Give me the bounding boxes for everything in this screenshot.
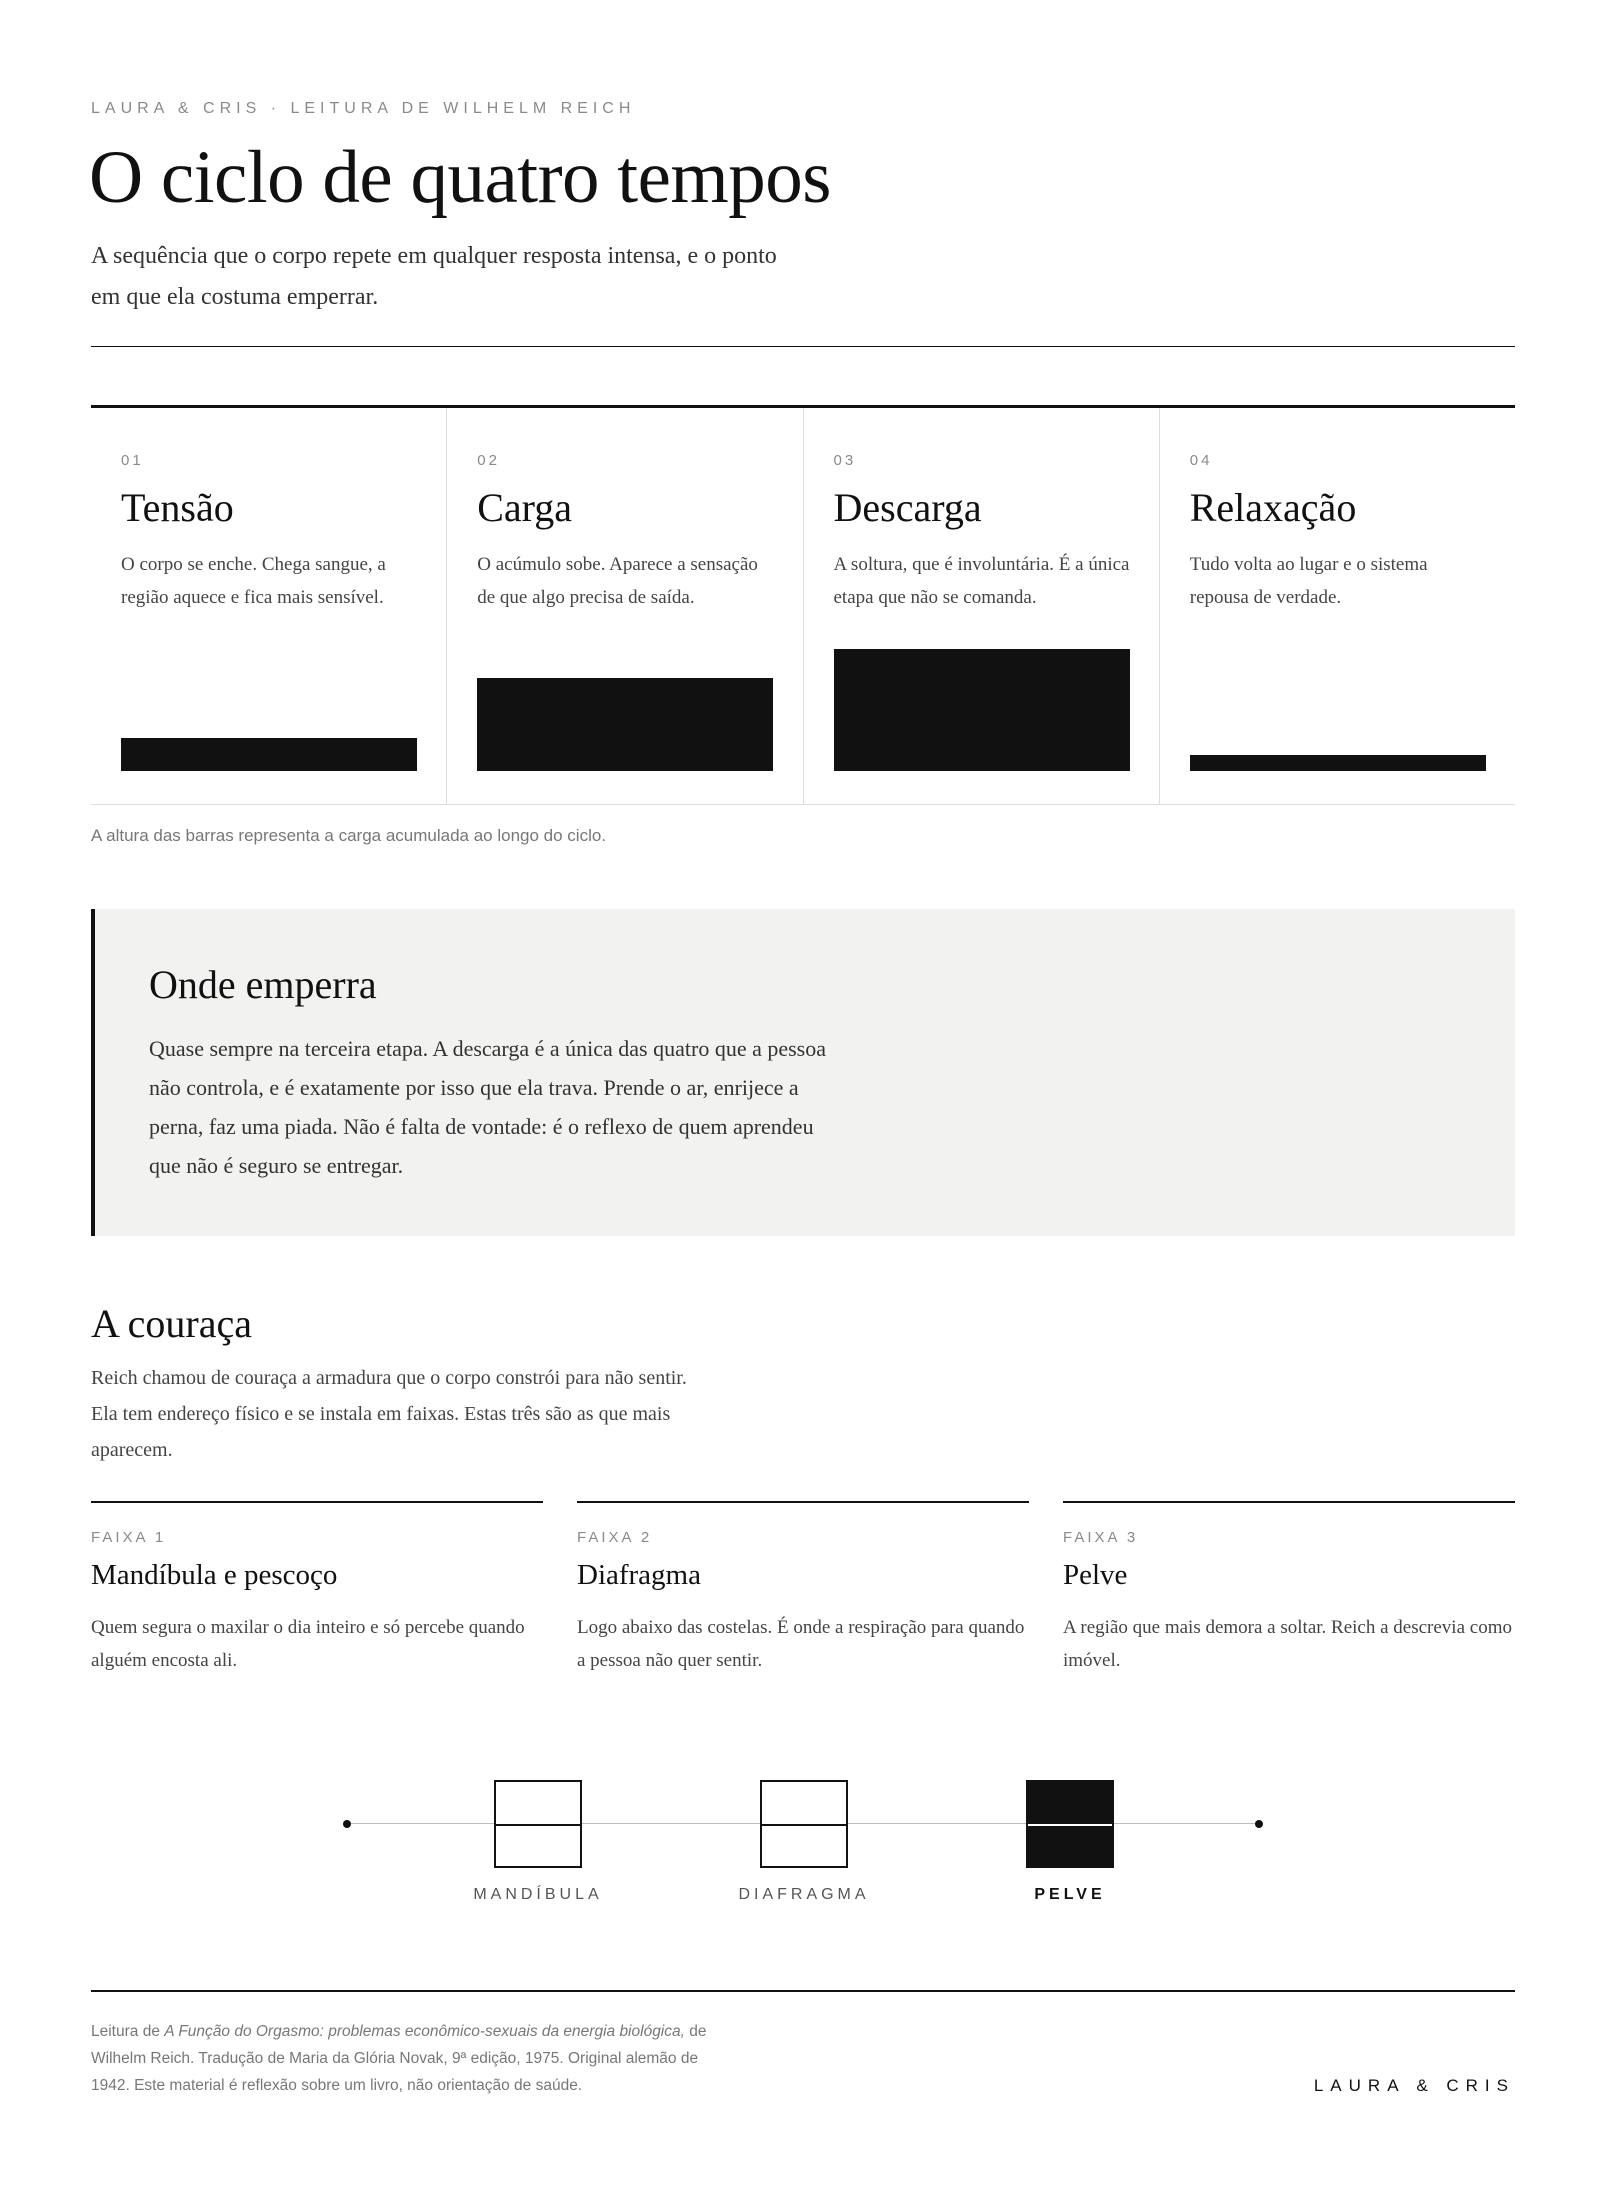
callout-body: Quase sempre na terceira etapa. A descarga é a única das quatro que a pessoa não controla, e é exatamente por isso que ela trava. Prende o ar, enrijece a perna, faz uma piada. Não é falta de vontade: é o reflexo de quem aprendeu que não é seguro se entregar. [149,1036,827,1178]
section-intro: Reich chamou de couraça a armadura que o corpo constrói para não sentir. Ela tem endereço físico e se instala em faixas. Estas três são as que mais aparecem. [91,1367,687,1461]
band-description: A região que mais demora a soltar. Reich a descrevia como imóvel. [1063,1617,1512,1671]
band-card-pelvis [1063,1501,1515,1681]
diagram-box-jaw [494,1780,582,1868]
stage-name: Descarga [833,485,982,530]
diagram-start-dot [343,1820,351,1828]
armor-bands [91,1501,1515,1681]
stage-card-charge [447,408,803,804]
footer-brand: LAURA & CRIS [1313,2076,1515,2095]
stage-name: Relaxação [1189,485,1357,530]
stage-number: 04 [1189,452,1213,469]
stage-number: 02 [477,452,500,469]
footer-rest: de Wilhelm Reich. Tradução de Maria da Glória Novak, 9ª edição, 1975. Original alemão de 1942. Este material é reflexão sobre um livro, não orientação de saúde. [91,2023,707,2094]
footer-prefix: Leitura de [91,2023,165,2040]
footer-divider [91,1990,1515,1992]
callout-title: Onde emperra [149,962,377,1007]
stage-name: Tensão [121,485,234,530]
callout-box [91,909,1515,1236]
stage-description: A soltura, que é involuntária. É a única etapa que não se comanda. [833,554,1130,608]
band-name: Diafragma [577,1559,701,1591]
header-kicker: LAURA & CRIS · LEITURA DE WILHELM REICH [91,100,636,117]
band-name: Pelve [1063,1559,1128,1591]
band-card-jaw [91,1501,543,1681]
diagram-box-diaphragm [760,1780,848,1868]
stage-description: Tudo volta ao lugar e o sistema repousa de verdade. [1189,554,1428,608]
stage-description: O corpo se enche. Chega sangue, a região aquece e fica mais sensível. [121,554,386,608]
bars-caption: A altura das barras representa a carga acumulada ao longo do ciclo. [91,826,607,845]
body-bands-diagram [0,1760,1600,1920]
diagram-end-dot [1255,1820,1263,1828]
stage-description: O acúmulo sobe. Aparece a sensação de que algo precisa de saída. [477,554,758,608]
band-description: Logo abaixo das costelas. É onde a respiração para quando a pessoa não quer sentir. [577,1617,1025,1671]
stage-charge-bar [121,738,417,771]
band-label: FAIXA 3 [1063,1529,1139,1546]
footer-citation [91,2018,731,2099]
diagram-label-jaw: MANDÍBULA [473,1886,603,1903]
stage-number: 01 [121,452,144,469]
band-label: FAIXA 2 [577,1529,653,1546]
diagram-label-pelvis: PELVE [1034,1886,1106,1903]
diagram-label-diaphragm: DIAFRAGMA [738,1886,870,1903]
band-card-diaphragm [577,1501,1029,1681]
page-subtitle: A sequência que o corpo repete em qualquer resposta intensa, e o ponto em que ela costuma emperrar. [91,243,777,310]
section-title: A couraça [91,1301,253,1346]
header-divider [91,346,1515,347]
stage-charge-bar [1190,755,1486,771]
band-name: Mandíbula e pescoço [91,1559,338,1591]
diagram-box-pelvis [1026,1780,1114,1868]
stage-card-tension [91,408,447,804]
page-title: O ciclo de quatro tempos [89,136,831,219]
stage-name: Carga [477,485,573,530]
cycle-stages [91,405,1515,805]
band-description: Quem segura o maxilar o dia inteiro e só percebe quando alguém encosta ali. [91,1617,525,1671]
stage-card-relaxation [1160,408,1515,804]
footer-book-title: A Função do Orgasmo: problemas econômico-sexuais da energia biológica, [164,2023,685,2040]
stage-number: 03 [833,452,857,469]
stage-card-discharge [804,408,1160,804]
stage-charge-bar [477,678,773,771]
stage-charge-bar [834,649,1130,771]
band-label: FAIXA 1 [91,1529,167,1546]
